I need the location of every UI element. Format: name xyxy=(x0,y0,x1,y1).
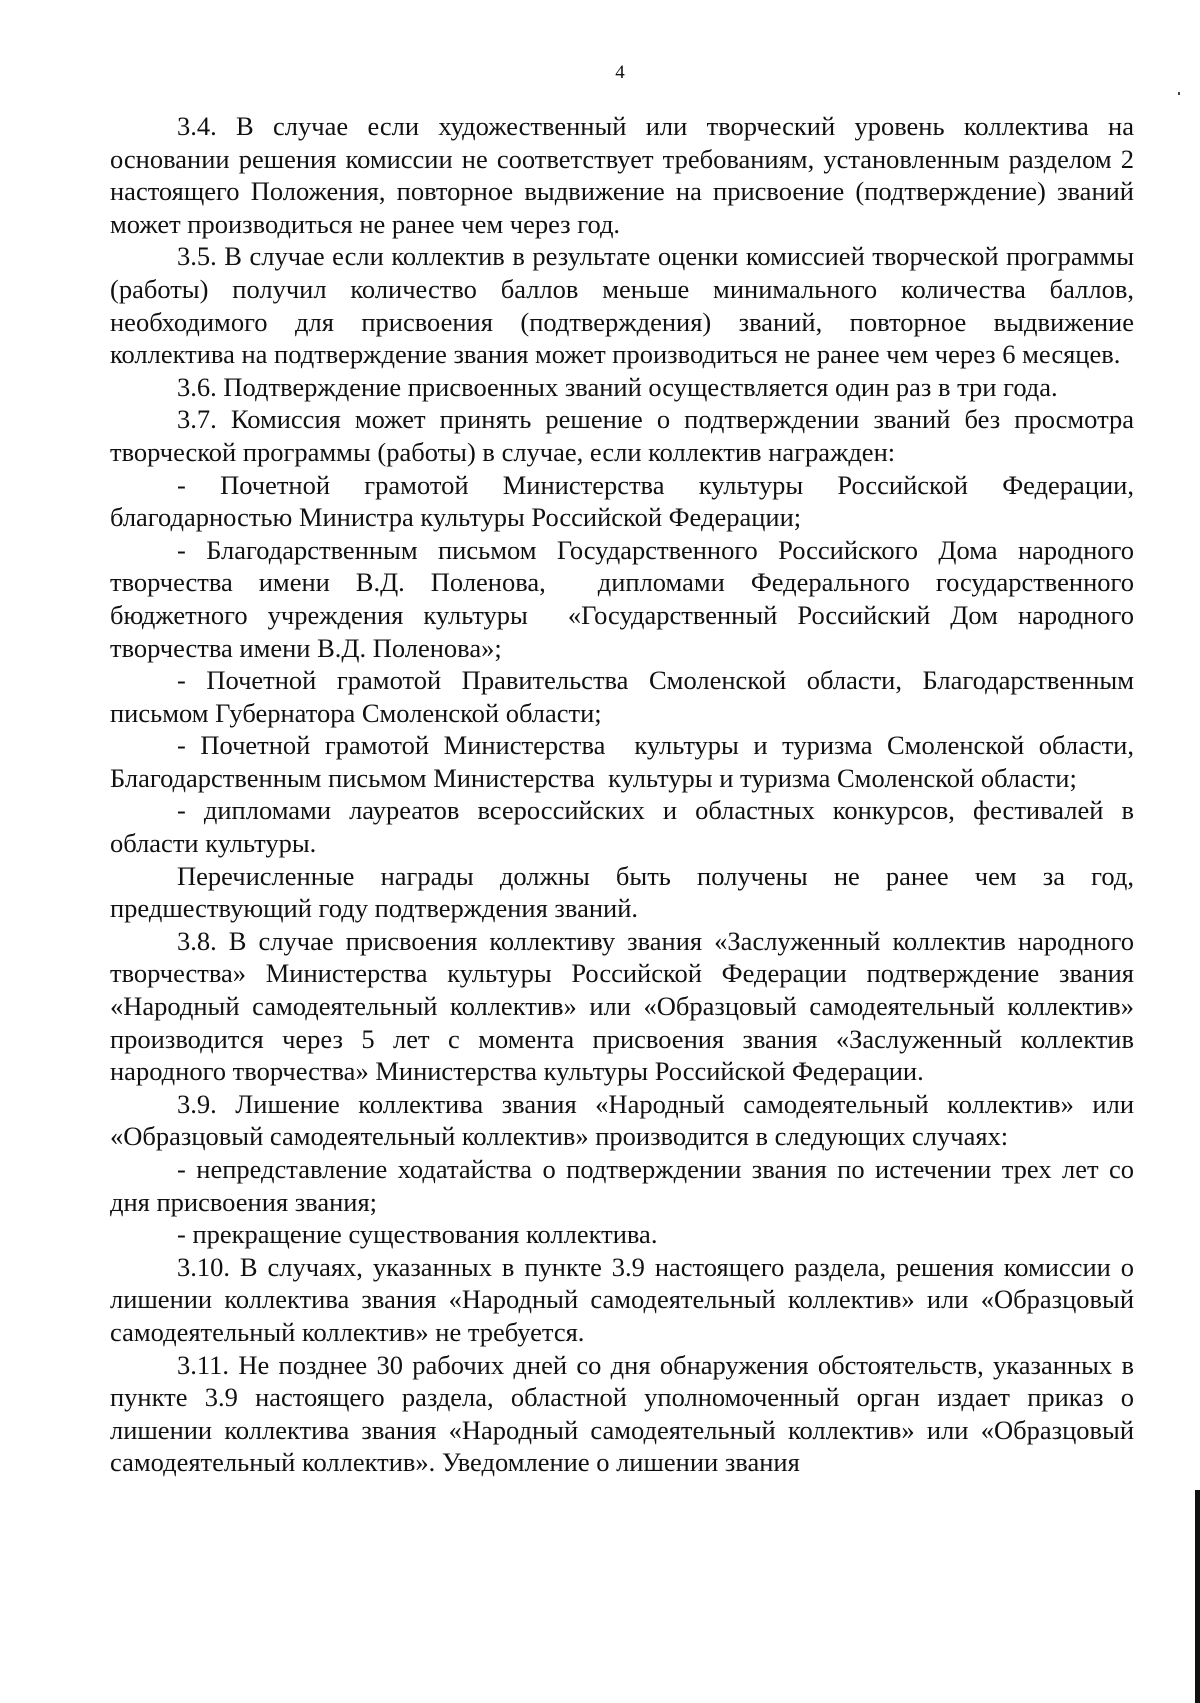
scan-edge-line xyxy=(1195,1490,1200,1703)
list-item-case: - прекращение существования коллектива. xyxy=(177,1219,658,1250)
paragraph-3-9: 3.9. Лишение коллектива звания «Народный самодеятельный коллектив» или «Образцовый самодеятельный коллектив» производится в следующих случаях: xyxy=(110,1088,1141,1152)
paragraph-3-5: 3.5. В случае если коллектив в результате оценки комиссией творческой программы (работы) получил количество баллов меньше минимального количества баллов, необходимого для присвоения (подтверждения) званий, повторное выдвижение коллектива на подтверждение звания может производиться не ранее чем через 6 месяцев. xyxy=(110,241,1141,370)
scan-speck xyxy=(1178,92,1180,95)
paragraph-3-8: 3.8. В случае присвоения коллективу звания «Заслуженный коллектив народного творчества» Министерства культуры Российской Федерации подтверждение звания «Народный самодеятельный коллектив» или «Образцовый самодеятельный коллектив» производится через 5 лет с момента присвоения звания «Заслуженный коллектив народного творчества» Министерства культуры Российской Федерации. xyxy=(110,925,1141,1087)
paragraph-3-6: 3.6. Подтверждение присвоенных званий осуществляется один раз в три года. xyxy=(177,371,1058,402)
awards-note-paragraph: Перечисленные награды должны быть получены не ранее чем за год, предшествующий году подтверждения званий. xyxy=(110,860,1141,924)
list-item-award: - Благодарственным письмом Государственного Российского Дома народного творчества имени В.Д. Поленова, дипломами Федерального государственного бюджетного учреждения культуры «Государственный Российский Дом народного творчества имени В.Д. Поленова»; xyxy=(110,534,1141,663)
document-body xyxy=(110,110,1141,1479)
paragraph-3-4: 3.4. В случае если художественный или творческий уровень коллектива на основании решения комиссии не соответствует требованиям, установленным разделом 2 настоящего Положения, повторное выдвижение на присвоение (подтверждение) званий может производиться не ранее чем через год. xyxy=(110,111,1141,239)
list-item-award: - Почетной грамотой Правительства Смоленской области, Благодарственным письмом Губернатора Смоленской области; xyxy=(110,665,1141,728)
list-item-case: - непредставление ходатайства о подтверждении звания по истечении трех лет со дня присвоения звания; xyxy=(110,1154,1141,1217)
paragraph-3-7: 3.7. Комиссия может принять решение о подтверждении званий без просмотра творческой программы (работы) в случае, если коллектив награжден: xyxy=(110,404,1141,467)
list-item-award: - Почетной грамотой Министерства культуры Российской Федерации, благодарностью Министра культуры Российской Федерации; xyxy=(110,469,1141,533)
paragraph-3-10: 3.10. В случаях, указанных в пункте 3.9 настоящего раздела, решения комиссии о лишении коллектива звания «Народный самодеятельный коллектив» или «Образцовый самодеятельный коллектив» не требуется. xyxy=(110,1251,1141,1347)
list-item-award: - дипломами лауреатов всероссийских и областных конкурсов, фестивалей в области культуры. xyxy=(110,795,1141,859)
paragraph-3-11: 3.11. Не позднее 30 рабочих дней со дня обнаружения обстоятельств, указанных в пункте 3.9 настоящего раздела, областной уполномоченный орган издает приказ о лишении коллектива звания «Народный самодеятельный коллектив» или «Образцовый самодеятельный коллектив». Уведомление о лишении звания xyxy=(110,1349,1141,1478)
page-number: 4 xyxy=(615,62,625,83)
list-item-award: - Почетной грамотой Министерства культуры и туризма Смоленской области, Благодарственным письмом Министерства культуры и туризма Смоленской области; xyxy=(110,730,1141,793)
